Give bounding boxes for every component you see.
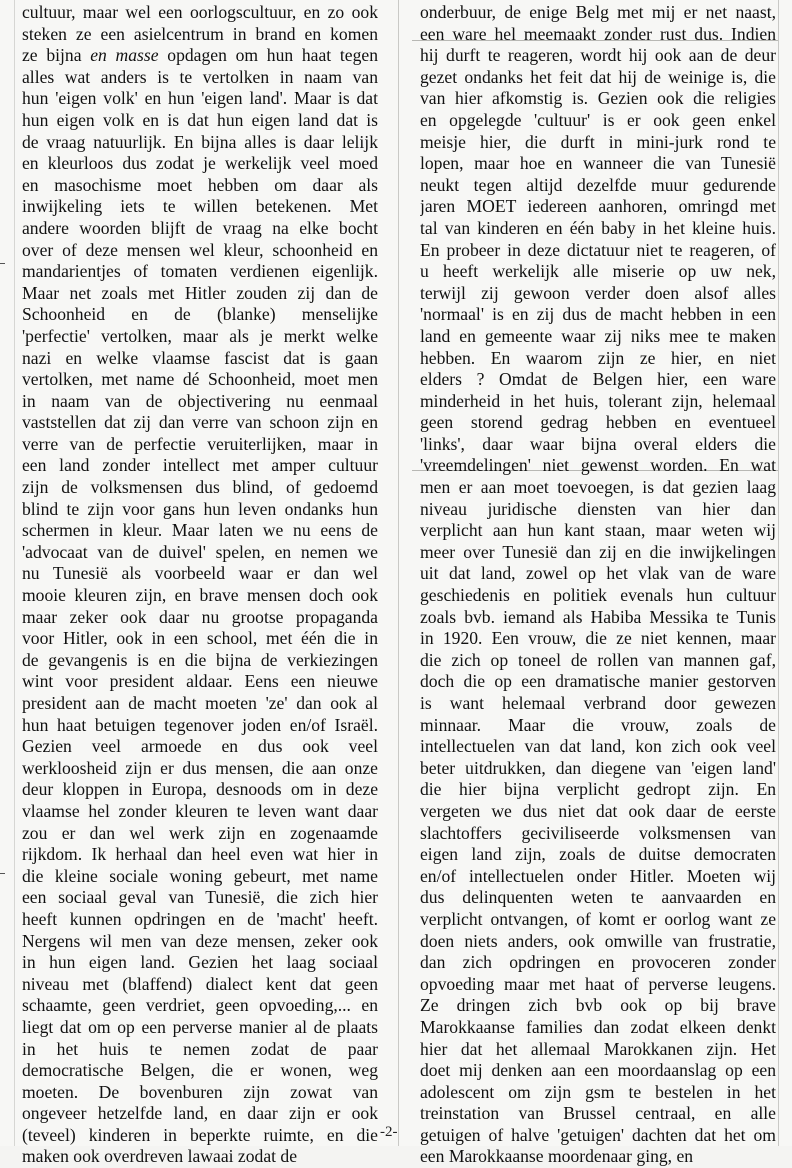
text-line: liegt dat om op een perverse manier al de plaats bbox=[22, 1016, 378, 1037]
text-line: van hier afkomstig is. Gezien ook die religies bbox=[420, 88, 776, 109]
text-line: opvoeding maar met haat of perverse leugens. bbox=[420, 973, 776, 994]
left-text-column bbox=[22, 2, 378, 1168]
text-line: vertolken, met name dé Schoonheid, moet men bbox=[22, 369, 378, 390]
text-line: Ze dringen zich bvb ook op bij brave bbox=[420, 995, 776, 1016]
text-line: vaststellen dat zij dan verre van schoon zijn en bbox=[22, 412, 378, 433]
text-line: en opgelegde 'cultuur' is er ook geen enkel bbox=[420, 109, 776, 130]
text-line: wint voor president aldaar. Eens een nieuwe bbox=[22, 671, 378, 692]
text-line: nazi en welke vlaamse fascist dat is gaan bbox=[22, 347, 378, 368]
text-line: geschiedenis en politiek evenals hun cultuur bbox=[420, 585, 776, 606]
text-line: vergeten we dus niet dat ook daar de eerste bbox=[420, 800, 776, 821]
text-line: dan zich opdringen en provoceren zonder bbox=[420, 952, 776, 973]
text-line: ongeveer hetzelfde land, en daar zijn er ook bbox=[22, 1103, 378, 1124]
text-line: tal van kinderen en één baby in het kleine huis. bbox=[420, 217, 776, 238]
text-line: Gezien veel armoede en dus ook veel bbox=[22, 736, 378, 757]
text-line: Maar net zoals met Hitler zouden zij dan de bbox=[22, 282, 378, 303]
text-line: en masochisme moet hebben om daar als bbox=[22, 174, 378, 195]
text-line: mooie kleuren zijn, en brave mensen doch ook bbox=[22, 585, 378, 606]
text-line: moeten. De bovenburen zijn zowat van bbox=[22, 1081, 378, 1102]
text-line: 'normaal' is en zij dus de macht hebben in een bbox=[420, 304, 776, 325]
margin-mark bbox=[0, 263, 5, 264]
text-line: die zich op toneel de rollen van mannen gaf, bbox=[420, 649, 776, 670]
text-line: minnaar. Maar die vrouw, zoals de bbox=[420, 714, 776, 735]
text-line: Marokkaanse families dan zodat elkeen denkt bbox=[420, 1016, 776, 1037]
text-line: hebben. En waarom zijn ze hier, en niet bbox=[420, 347, 776, 368]
text-line: verplicht ontvangen, of komt er oorlog want ze bbox=[420, 908, 776, 929]
text-line: getuigen of halve 'getuigen' dachten dat het om bbox=[420, 1124, 776, 1145]
text-line: verre van de perfectie veruiterlijken, maar in bbox=[22, 433, 378, 454]
text-line: 'advocaat van de duivel' spelen, en nemen we bbox=[22, 541, 378, 562]
text-line: meisje hier, die durft in mini-jurk rond te bbox=[420, 131, 776, 152]
text-line: die kleine sociale woning gebeurt, met name bbox=[22, 865, 378, 886]
text-line: in naam van de objectivering nu eenmaal bbox=[22, 390, 378, 411]
text-line: die hier bijna verplicht gedropt zijn. En bbox=[420, 779, 776, 800]
text-line: beter uitdrukken, dan diegene van 'eigen land' bbox=[420, 757, 776, 778]
text-line: treinstation van Brussel centraal, en alle bbox=[420, 1103, 776, 1124]
page-number: -2- bbox=[380, 1124, 398, 1140]
right-edge-rule bbox=[778, 0, 779, 1146]
text-line: gezet ondanks het feit dat hij de weinige is, die bbox=[420, 66, 776, 87]
text-line: terwijl zij gewoon verder doen alsof alles bbox=[420, 282, 776, 303]
text-line: een land zonder intellect met amper cultuur bbox=[22, 455, 378, 476]
text-line: zijn de volksmensen dus blind, of gedoemd bbox=[22, 477, 378, 498]
text-line: doet mij denken aan een moordaanslag op een bbox=[420, 1060, 776, 1081]
text-line: en kleurloos dus zodat je werkelijk veel moed bbox=[22, 153, 378, 174]
text-line: adolescent om zijn gsm te bestelen in het bbox=[420, 1081, 776, 1102]
text-line: een sociaal geval van Tunesië, die zich hier bbox=[22, 887, 378, 908]
text-line: u heeft werkelijk alle miserie op uw nek, bbox=[420, 261, 776, 282]
margin-mark bbox=[0, 873, 5, 874]
text-line: schermen in kleur. Maar laten we nu eens de bbox=[22, 520, 378, 541]
column-divider bbox=[398, 0, 399, 1146]
text-line: maar zeker ook daar nu grootse propaganda bbox=[22, 606, 378, 627]
text-line: hun 'eigen volk' en hun 'eigen land'. Maar is dat bbox=[22, 88, 378, 109]
text-line: in 1920. Een vrouw, die ze niet kennen, maar bbox=[420, 628, 776, 649]
text-line: meer over Tunesië dan zij en die inwijkelingen bbox=[420, 541, 776, 562]
text-line: werkloosheid zijn er dus mensen, die aan onze bbox=[22, 757, 378, 778]
text-line: vlaamse hel zonder kleuren te leven want daar bbox=[22, 800, 378, 821]
text-line: andere woorden blijft de vraag na elke bocht bbox=[22, 217, 378, 238]
text-line: men er aan moet toevoegen, is dat gezien laag bbox=[420, 477, 776, 498]
text-line: hun eigen volk en is dat hun eigen land dat is bbox=[22, 109, 378, 130]
text-line: democratische Belgen, die er wonen, weg bbox=[22, 1060, 378, 1081]
text-line: in het huis te nemen zodat de paar bbox=[22, 1038, 378, 1059]
text-line: neukt tegen altijd dezelfde muur gedurende bbox=[420, 174, 776, 195]
text-line: voor Hitler, ook in een school, met één die in bbox=[22, 628, 378, 649]
text-line: land en gemeente waar zij niks mee te maken bbox=[420, 325, 776, 346]
right-text-column bbox=[420, 2, 776, 1168]
text-line: mandarientjes of tomaten verdienen eigenlijk. bbox=[22, 261, 378, 282]
text-line: niveau juridische diensten van hier dan bbox=[420, 498, 776, 519]
text-line: Schoonheid en de (blanke) menselijke bbox=[22, 304, 378, 325]
text-line: hier dat het allemaal Marokkanen zijn. Het bbox=[420, 1038, 776, 1059]
text-line: verplicht aan hun kant staan, maar weten wij bbox=[420, 520, 776, 541]
text-line: uit dat land, zowel op het vlak van de ware bbox=[420, 563, 776, 584]
text-line: lopen, maar hoe en wanneer die van Tunesië bbox=[420, 153, 776, 174]
text-line: 'vreemdelingen' niet gewenst worden. En wat bbox=[420, 455, 776, 476]
text-line: steken ze een asielcentrum in brand en komen bbox=[22, 23, 378, 44]
text-line: nu Tunesië als voorbeeld waar er dan wel bbox=[22, 563, 378, 584]
text-line: 'links', daar waar bijna overal elders die bbox=[420, 433, 776, 454]
text-line: ze bijna en masse opdagen om hun haat tegen bbox=[22, 45, 378, 66]
text-line: onderbuur, de enige Belg met mij er net naast, bbox=[420, 2, 776, 22]
text-line: zou er dan wel werk zijn en zogenaamde bbox=[22, 822, 378, 843]
text-line: eigen land zijn, zoals de duitse democraten bbox=[420, 844, 776, 865]
text-line: de vraag natuurlijk. En bijna alles is daar lelijk bbox=[22, 131, 378, 152]
text-line: geen storend gedrag hebben en eventueel bbox=[420, 412, 776, 433]
text-line: president aan de macht moeten 'ze' dan ook al bbox=[22, 693, 378, 713]
emphasis: en masse bbox=[90, 45, 159, 66]
text-line: Nergens wil men van deze mensen, zeker ook bbox=[22, 930, 378, 951]
text-line: intellectuelen van dat land, kon zich ook veel bbox=[420, 736, 776, 757]
text-line: blind te zijn voor gans hun leven ondanks hun bbox=[22, 498, 378, 519]
text-line: een ware hel meemaakt zonder rust dus. Indien bbox=[420, 23, 776, 44]
text-line: niveau met (blaffend) dialect kent dat geen bbox=[22, 973, 378, 994]
text-line: alles wat anders is te vertolken in naam van bbox=[22, 66, 378, 87]
text-line: de gevangenis is en die bijna de verkiezingen bbox=[22, 649, 378, 670]
text-line: cultuur, maar wel een oorlogscultuur, en zo ook bbox=[22, 2, 378, 22]
text-line: hun haat betuigen tegenover joden en/of Israël. bbox=[22, 714, 378, 735]
text-line: in hun eigen land. Gezien het laag sociaal bbox=[22, 952, 378, 973]
text-line: deur kloppen in Europa, desnoods om in deze bbox=[22, 779, 378, 800]
text-line: rijkdom. Ik herhaal dan heel even wat hier in bbox=[22, 844, 378, 865]
text-line: jaren MOET iedereen aanhoren, omringd met bbox=[420, 196, 776, 217]
text-line: heeft kunnen opdringen en de 'macht' heeft. bbox=[22, 908, 378, 929]
text-line: 'perfectie' vertolken, maar als je merkt welke bbox=[22, 325, 378, 346]
text-line: inwijkeling iets te willen betekenen. Met bbox=[22, 196, 378, 217]
text-line: zoals bvb. iemand als Habiba Messika te Tunis bbox=[420, 606, 776, 627]
text-line: een Marokkaanse moordenaar ging, en bbox=[420, 1146, 694, 1167]
left-edge-rule bbox=[14, 0, 15, 1146]
text-line: En probeer in deze dictatuur niet te reageren, of bbox=[420, 239, 776, 260]
text-line: doen niets anders, ook omwille van frustratie, bbox=[420, 930, 776, 951]
text-line: maken ook overdreven lawaai zodat de bbox=[22, 1146, 298, 1167]
text-line: en/of intellectuelen onder Hitler. Moeten wij bbox=[420, 865, 776, 886]
text-line: minderheid in het huis, tolerant zijn, helemaal bbox=[420, 390, 776, 411]
text-line: elders ? Omdat de Belgen hier, een ware bbox=[420, 369, 776, 390]
text-line: is want helemaal verbrand door gewezen bbox=[420, 693, 776, 713]
text-line: (teveel) kinderen in beperkte ruimte, en die bbox=[22, 1124, 378, 1145]
text-line: schaamte, geen verdriet, geen opvoeding,... en bbox=[22, 995, 378, 1016]
text-line: slachtoffers geciviliseerde volksmensen van bbox=[420, 822, 776, 843]
text-line: doch die op een dramatische manier gestorven bbox=[420, 671, 776, 692]
text-line: dus delinquenten weten te aanvaarden en bbox=[420, 887, 776, 908]
text-line: over of deze mensen wel kleur, schoonheid en bbox=[22, 239, 378, 260]
text-line: hij durft te reageren, wordt hij ook aan de deur bbox=[420, 45, 776, 66]
